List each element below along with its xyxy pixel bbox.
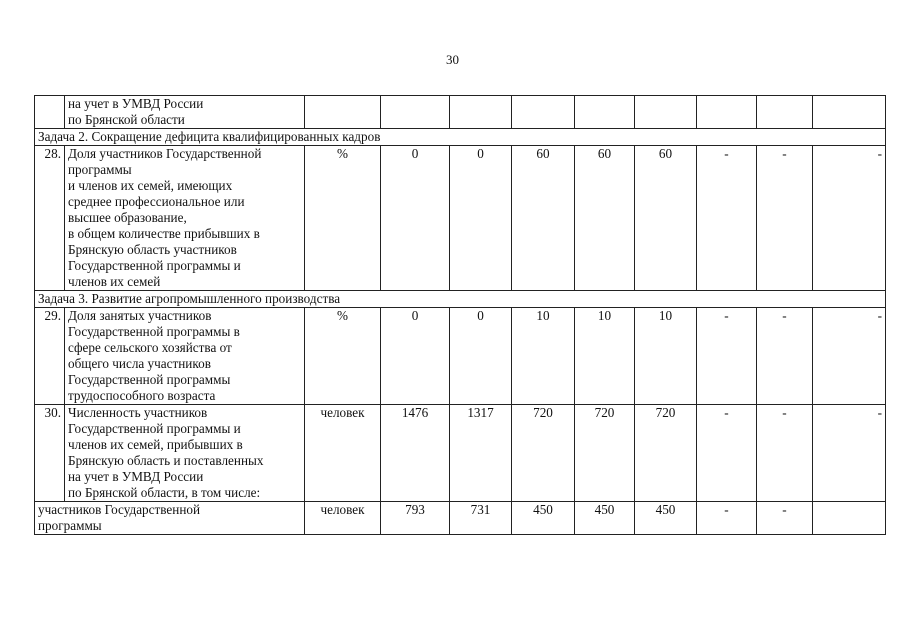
indicator-name-line: на учет в УМВД России: [68, 469, 204, 484]
table-row: [35, 502, 886, 535]
indicator-name-line: Доля занятых участников: [68, 308, 212, 323]
value-cell: 60: [512, 146, 575, 291]
unit-cell: %: [305, 308, 381, 405]
value-cell: 0: [450, 308, 512, 405]
indicator-name-line: Государственной программы в: [68, 324, 240, 339]
indicator-name-line: членов их семей, прибывших в: [68, 437, 243, 452]
indicator-name-line: участников Государственной: [38, 502, 201, 517]
indicator-name-line: Государственной программы: [68, 372, 231, 387]
section-heading: Задача 3. Развитие агропромышленного производства: [35, 291, 886, 308]
indicator-name-line: Государственной программы и: [68, 421, 241, 436]
value-cell: 450: [575, 502, 635, 535]
value-cell: 450: [635, 502, 697, 535]
unit-cell: %: [305, 146, 381, 291]
indicator-name-line: Численность участников: [68, 405, 208, 420]
indicator-name-line: Доля участников Государственной: [68, 146, 262, 161]
value-cell: 10: [575, 308, 635, 405]
value-cell: -: [757, 146, 813, 291]
value-cell: -: [813, 405, 886, 502]
value-cell: 793: [381, 502, 450, 535]
row-number: [35, 96, 65, 129]
value-cell: -: [697, 405, 757, 502]
unit-cell: [305, 96, 381, 129]
indicator-name-line: программы: [68, 162, 132, 177]
value-cell: -: [757, 405, 813, 502]
table-row: [35, 308, 886, 405]
unit-cell: человек: [305, 405, 381, 502]
value-cell: -: [757, 308, 813, 405]
indicator-name-line: и членов их семей, имеющих: [68, 178, 233, 193]
value-cell: 0: [450, 146, 512, 291]
value-cell: [813, 96, 886, 129]
indicator-name-line: трудоспособного возраста: [68, 388, 216, 403]
indicator-name: [65, 146, 305, 291]
indicator-name-line: сфере сельского хозяйства от: [68, 340, 232, 355]
indicator-name-line: программы: [38, 518, 102, 533]
value-cell: 10: [635, 308, 697, 405]
value-cell: -: [697, 146, 757, 291]
indicator-name-line: Брянскую область участников: [68, 242, 237, 257]
value-cell: -: [757, 502, 813, 535]
value-cell: -: [813, 308, 886, 405]
unit-cell: человек: [305, 502, 381, 535]
table-row: [35, 96, 886, 129]
indicator-name: [65, 96, 305, 129]
value-cell: [757, 96, 813, 129]
indicators-table: [34, 95, 886, 535]
indicator-name-line: среднее профессиональное или: [68, 194, 245, 209]
table-row: [35, 146, 886, 291]
indicator-name: [65, 405, 305, 502]
value-cell: -: [697, 308, 757, 405]
value-cell: 1317: [450, 405, 512, 502]
value-cell: 60: [635, 146, 697, 291]
value-cell: [512, 96, 575, 129]
value-cell: 720: [512, 405, 575, 502]
value-cell: 731: [450, 502, 512, 535]
indicator-name-line: в общем количестве прибывших в: [68, 226, 260, 241]
value-cell: 720: [575, 405, 635, 502]
value-cell: [575, 96, 635, 129]
value-cell: 10: [512, 308, 575, 405]
section-heading: Задача 2. Сокращение дефицита квалифицированных кадров: [35, 129, 886, 146]
section-row: [35, 291, 886, 308]
value-cell: 1476: [381, 405, 450, 502]
row-number: 28.: [35, 146, 65, 291]
page-number: 30: [446, 52, 459, 67]
value-cell: [697, 96, 757, 129]
value-cell: 450: [512, 502, 575, 535]
indicator-name: [35, 502, 305, 535]
value-cell: -: [697, 502, 757, 535]
indicator-name-line: высшее образование,: [68, 210, 187, 225]
value-cell: [381, 96, 450, 129]
section-row: [35, 129, 886, 146]
indicator-name-line: Брянскую область и поставленных: [68, 453, 264, 468]
value-cell: 720: [635, 405, 697, 502]
value-cell: 0: [381, 308, 450, 405]
indicator-name-line: членов их семей: [68, 274, 161, 289]
table-row: [35, 405, 886, 502]
value-cell: 60: [575, 146, 635, 291]
value-cell: [450, 96, 512, 129]
value-cell: -: [813, 146, 886, 291]
indicator-name-line: по Брянской области, в том числе:: [68, 485, 261, 500]
indicator-name: [65, 308, 305, 405]
indicator-name-line: на учет в УМВД России: [68, 96, 204, 111]
row-number: 29.: [35, 308, 65, 405]
indicator-name-line: по Брянской области: [68, 112, 185, 127]
value-cell: [813, 502, 886, 535]
indicator-name-line: общего числа участников: [68, 356, 211, 371]
value-cell: 0: [381, 146, 450, 291]
indicator-name-line: Государственной программы и: [68, 258, 241, 273]
value-cell: [635, 96, 697, 129]
row-number: 30.: [35, 405, 65, 502]
